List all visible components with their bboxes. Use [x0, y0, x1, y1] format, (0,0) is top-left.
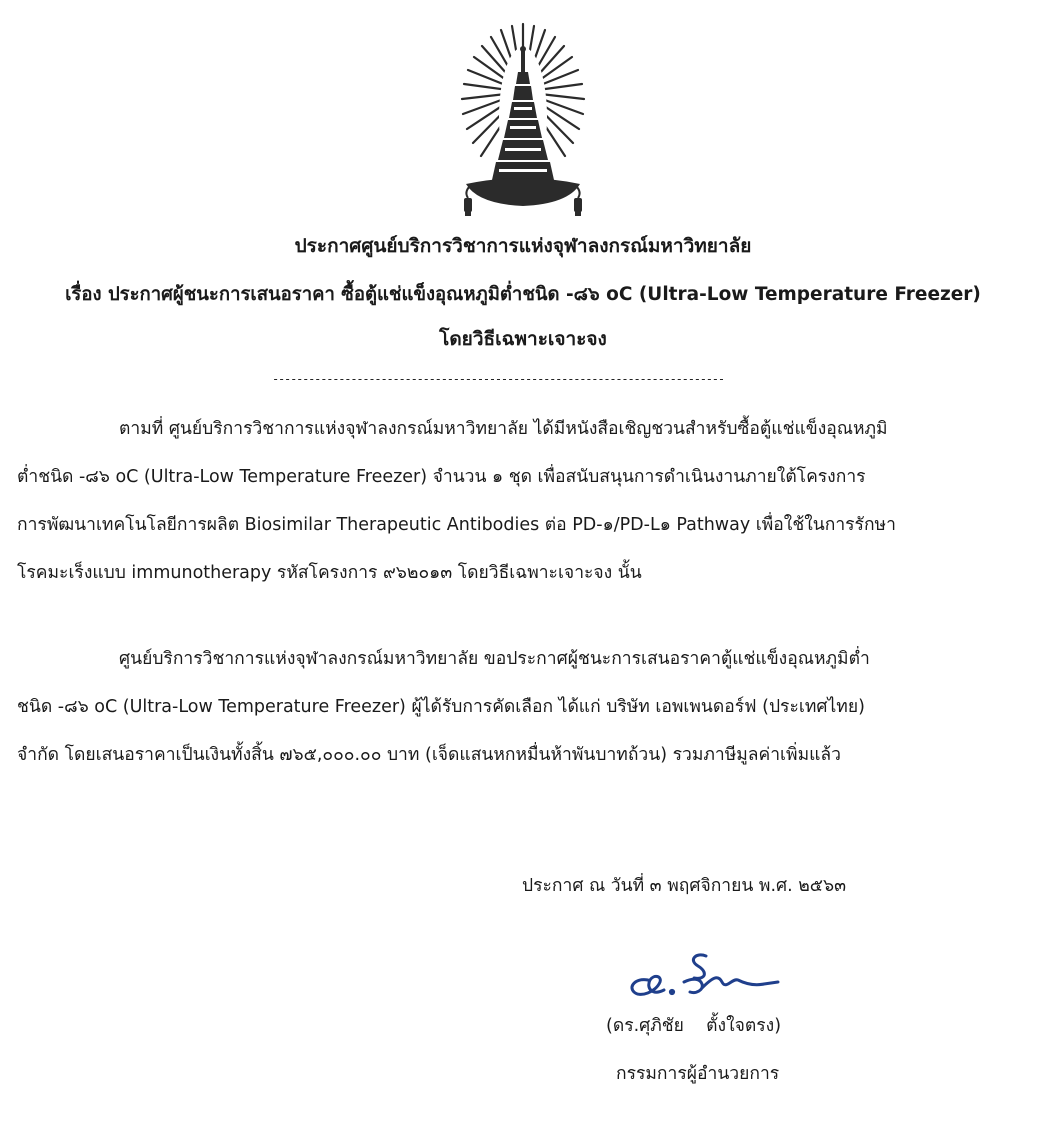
- signature-icon: [622, 948, 782, 1000]
- paragraph-line: ชนิด -๘๖ oC (Ultra-Low Temperature Freezer) ผู้ได้รับการคัดเลือก ได้แก่ บริษัท เอพเพนดอร์ฟ (ประเทศไทย): [17, 697, 865, 717]
- announcement-date: ประกาศ ณ วันที่ ๓ พฤศจิกายน พ.ศ. ๒๕๖๓: [522, 876, 847, 896]
- announcement-subject: เรื่อง ประกาศผู้ชนะการเสนอราคา ซื้อตู้แช่แข็งอุณหภูมิต่ำชนิด -๘๖ oC (Ultra-Low Temperature Freezer): [65, 284, 981, 305]
- body-paragraph-2: [17, 635, 1029, 779]
- university-emblem-icon: [458, 22, 588, 218]
- paragraph-line: ศูนย์บริการวิชาการแห่งจุฬาลงกรณ์มหาวิทยาลัย ขอประกาศผู้ชนะการเสนอราคาตู้แช่แข็งอุณหภูมิต่ำ: [119, 649, 870, 669]
- signer-position: กรรมการผู้อำนวยการ: [616, 1064, 780, 1084]
- body-paragraph-1: [17, 405, 1029, 597]
- signer-name: (ดร.ศุภิชัย ตั้งใจตรง): [606, 1016, 782, 1036]
- paragraph-line: การพัฒนาเทคโนโลยีการผลิต Biosimilar Therapeutic Antibodies ต่อ PD-๑/PD-L๑ Pathway เพื่อใช้ในการรักษา: [17, 515, 896, 535]
- paragraph-line: ต่ำชนิด -๘๖ oC (Ultra-Low Temperature Freezer) จำนวน ๑ ชุด เพื่อสนับสนุนการดำเนินงานภายใต้โครงการ: [17, 467, 866, 487]
- paragraph-line: โรคมะเร็งแบบ immunotherapy รหัสโครงการ ๙๖๒๐๑๓ โดยวิธีเฉพาะเจาะจง นั้น: [17, 563, 642, 583]
- separator-line: ---------------------------------------------------------------------------: [272, 372, 724, 386]
- announcement-title: ประกาศศูนย์บริการวิชาการแห่งจุฬาลงกรณ์มหาวิทยาลัย: [294, 235, 752, 257]
- paragraph-line: จำกัด โดยเสนอราคาเป็นเงินทั้งสิ้น ๗๖๕,๐๐๐.๐๐ บาท (เจ็ดแสนหกหมื่นห้าพันบาทถ้วน) รวมภาษีมูลค่าเพิ่มแล้ว: [17, 745, 841, 765]
- procurement-method: โดยวิธีเฉพาะเจาะจง: [439, 328, 607, 350]
- paragraph-line: ตามที่ ศูนย์บริการวิชาการแห่งจุฬาลงกรณ์มหาวิทยาลัย ได้มีหนังสือเชิญชวนสำหรับซื้อตู้แช่แข็งอุณหภูมิ: [119, 419, 888, 439]
